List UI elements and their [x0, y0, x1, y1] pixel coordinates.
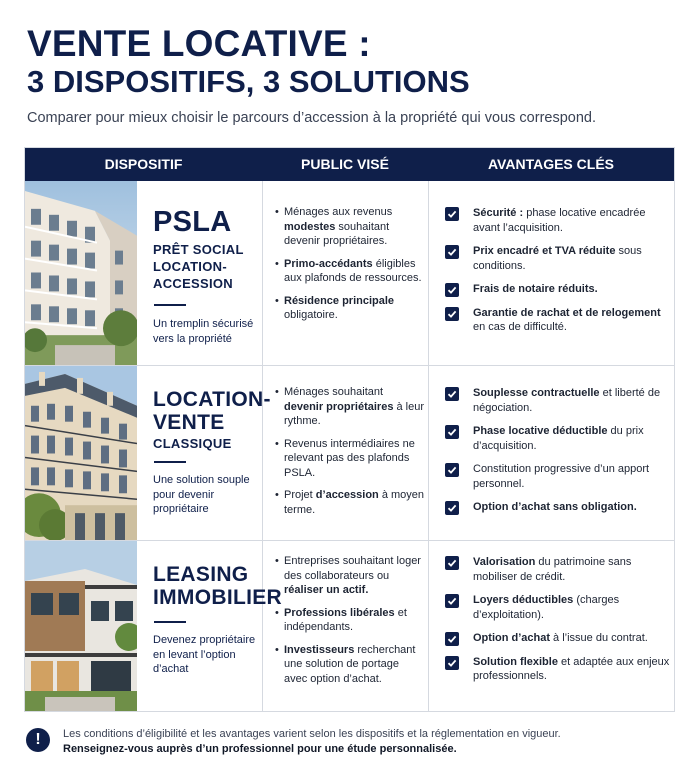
list-item: Frais de notaire réduits.	[445, 282, 670, 297]
checkbox-icon	[445, 463, 459, 477]
advantages-list	[445, 386, 670, 524]
dispositif-name: LOCATION- VENTE CLASSIQUE	[153, 388, 271, 451]
separator-line	[154, 304, 186, 306]
apartment-building-image	[25, 181, 137, 365]
page-title-line2: 3 DISPOSITIFS, 3 SOLUTIONS	[27, 64, 470, 99]
haussmann-building-image	[25, 366, 137, 540]
list-item: Souplesse contractuelle et liberté de négociation.	[445, 386, 670, 415]
column-header-dispositif: DISPOSITIF	[104, 156, 183, 172]
dispositif-name: PSLA PRÊT SOCIAL LOCATION- ACCESSION	[153, 206, 244, 291]
list-item: • Entreprises souhaitant loger des collaborateurs ou réaliser un actif.	[275, 554, 425, 598]
dispositif-name: LEASING IMMOBILIER	[153, 563, 282, 609]
list-item: • Ménages souhaitant devenir propriétaires à leur rythme.	[275, 385, 425, 429]
list-item: • Professions libérales et indépendants.	[275, 606, 425, 635]
list-item: • Revenus intermédiaires ne relevant pas des plafonds PSLA.	[275, 437, 425, 481]
comparison-table	[24, 147, 675, 712]
table-header	[25, 148, 674, 181]
list-item: Phase locative déductible du prix d’acquisition.	[445, 424, 670, 453]
checkbox-icon	[445, 387, 459, 401]
list-item: • Investisseurs recherchant une solution de portage avec option d’achat.	[275, 643, 425, 687]
separator-line	[154, 461, 186, 463]
list-item: Valorisation du patrimoine sans mobiliser de crédit.	[445, 555, 670, 584]
checkbox-icon	[445, 556, 459, 570]
public-list	[275, 554, 425, 694]
list-item: Sécurité : phase locative encadrée avant l’acquisition.	[445, 206, 670, 235]
page-title: VENTE LOCATIVE :	[27, 23, 371, 64]
checkbox-icon	[445, 425, 459, 439]
dispositif-tagline: Une solution souple pour devenir propriétaire	[153, 474, 250, 515]
public-list	[275, 385, 425, 525]
checkbox-icon	[445, 207, 459, 221]
footer-note-bold: Renseignez-vous auprès d’un professionnel pour une étude personnalisée.	[63, 743, 457, 755]
separator-line	[154, 621, 186, 623]
list-item: Loyers déductibles (charges d’exploitation).	[445, 593, 670, 622]
modern-house-image	[25, 541, 137, 711]
dispositif-tagline: Un tremplin sécurisé vers la propriété	[153, 318, 254, 345]
list-item: Option d’achat à l’issue du contrat.	[445, 631, 670, 646]
list-item: Solution flexible et adaptée aux enjeux professionnels.	[445, 655, 670, 684]
list-item: • Projet d’accession à moyen terme.	[275, 488, 425, 517]
list-item: Constitution progressive d’un apport personnel.	[445, 462, 670, 491]
list-item: • Primo-accédants éligibles aux plafonds de ressources.	[275, 257, 425, 286]
checkbox-icon	[445, 245, 459, 259]
checkbox-icon	[445, 283, 459, 297]
checkbox-icon	[445, 594, 459, 608]
advantages-list	[445, 555, 670, 693]
table-row-leasing	[25, 541, 674, 711]
dispositif-tagline: Devenez propriétaire en levant l’option d’achat	[153, 634, 256, 675]
checkbox-icon	[445, 307, 459, 321]
checkbox-icon	[445, 656, 459, 670]
footer-note: Les conditions d’éligibilité et les avantages varient selon les dispositifs et la réglementation en vigueur.	[63, 728, 561, 740]
table-row-psla	[25, 181, 674, 366]
public-list	[275, 205, 425, 331]
exclamation-icon: !	[26, 728, 50, 752]
list-item: • Ménages aux revenus modestes souhaitant devenir propriétaires.	[275, 205, 425, 249]
list-item: Garantie de rachat et de relogement en cas de difficulté.	[445, 306, 670, 335]
table-row-location-vente	[25, 366, 674, 541]
list-item: Option d’achat sans obligation.	[445, 500, 670, 515]
checkbox-icon	[445, 501, 459, 515]
column-header-public: PUBLIC VISÉ	[301, 156, 389, 172]
list-item: Prix encadré et TVA réduite sous conditions.	[445, 244, 670, 273]
column-header-avantages: AVANTAGES CLÉS	[487, 156, 614, 172]
page-subtitle: Comparer pour mieux choisir le parcours d’accession à la propriété qui vous correspond.	[27, 110, 596, 126]
advantages-list	[445, 206, 670, 344]
checkbox-icon	[445, 632, 459, 646]
list-item: • Résidence principale obligatoire.	[275, 294, 425, 323]
